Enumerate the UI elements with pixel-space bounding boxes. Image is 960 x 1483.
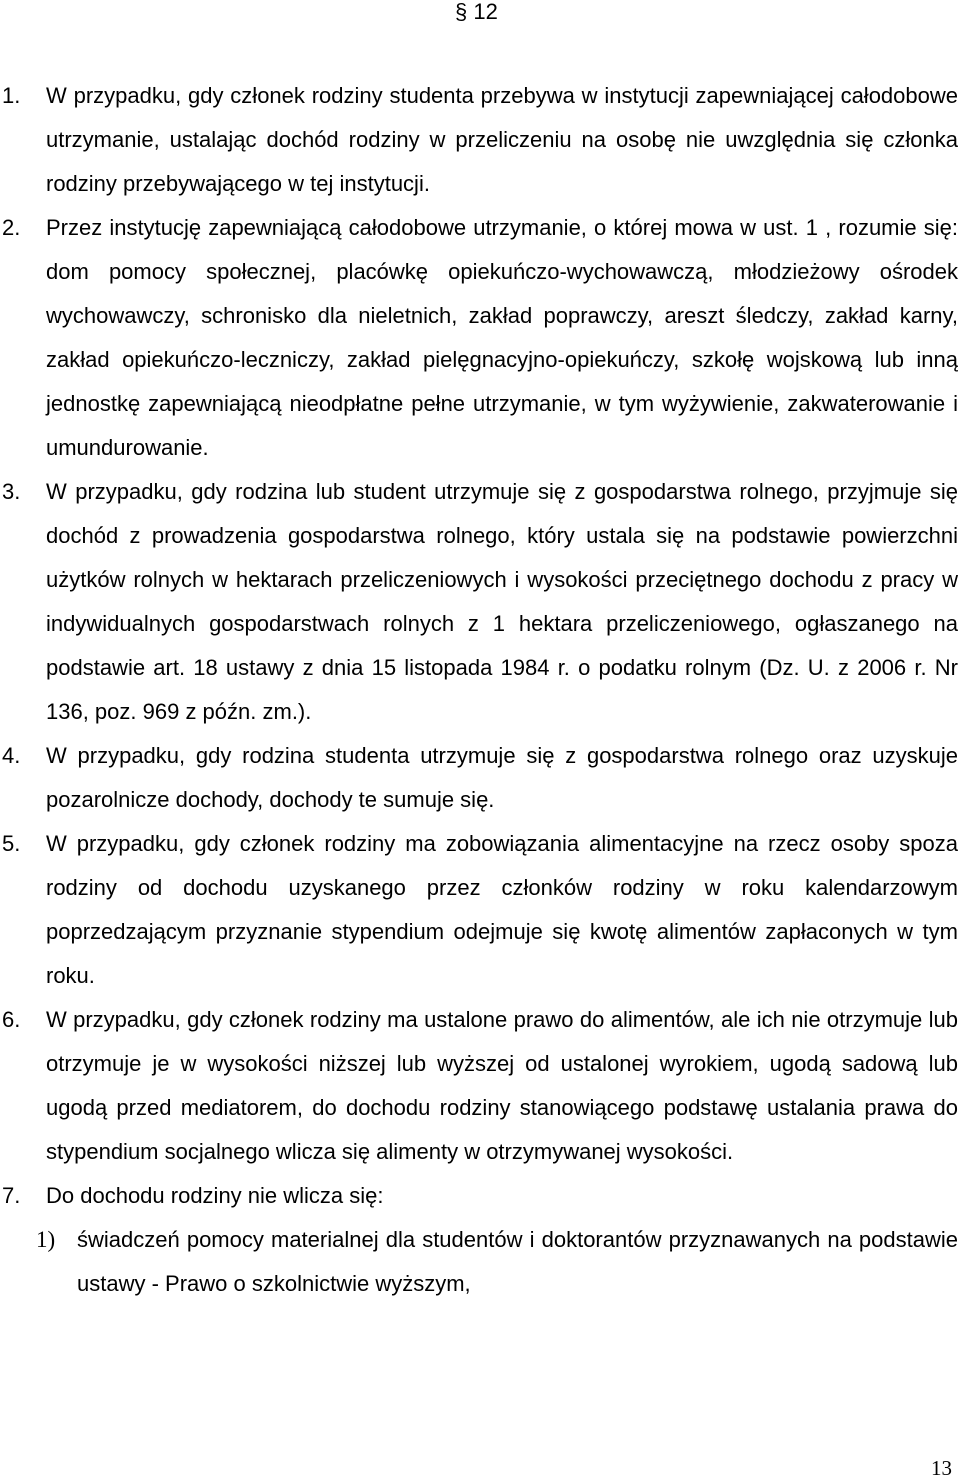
paragraph-number: 4. xyxy=(2,743,21,768)
page-number: 13 xyxy=(931,1456,952,1480)
paragraph-number: 7. xyxy=(2,1183,21,1208)
paragraph-7 xyxy=(0,1174,958,1218)
paragraph-number: 1. xyxy=(2,83,21,108)
paragraph-text: Przez instytucję zapewniającą całodobowe utrzymanie, o której mowa w ust. 1 , rozumie się: dom pomocy społecznej, placówkę opiekuńczo-wychowawczą, młodzieżowy ośrodek wychowawczy, schronisko dla nieletnich, zakład poprawczy, areszt śledczy, zakład karny, zakład opiekuńczo-leczniczy, zakład pielęgnacyjno-opiekuńczy, szkołę wojskową lub inną jednostkę zapewniającą nieodpłatne pełne utrzymanie, w tym wyżywienie, zakwaterowanie i umundurowanie. xyxy=(46,215,958,460)
section-heading: § 12 xyxy=(455,0,498,24)
paragraph-number: 3. xyxy=(2,479,21,504)
paragraph-4 xyxy=(0,734,958,822)
paragraph-5 xyxy=(0,822,958,998)
paragraph-1 xyxy=(0,74,958,206)
subparagraph-1 xyxy=(0,1218,958,1306)
paragraph-text: W przypadku, gdy członek rodziny ma ustalone prawo do alimentów, ale ich nie otrzymuje lub otrzymuje je w wysokości niższej lub wyższej od ustalonej wyrokiem, ugodą sadową lub ugodą przed mediatorem, do dochodu rodziny stanowiącego podstawę ustalania prawa do stypendium socjalnego wlicza się alimenty w otrzymywanej wysokości. xyxy=(46,1007,958,1164)
paragraph-text: W przypadku, gdy członek rodziny ma zobowiązania alimentacyjne na rzecz osoby spoza rodziny od dochodu uzyskanego przez członków rodziny w roku kalendarzowym poprzedzającym przyznanie stypendium odejmuje się kwotę alimentów zapłaconych w tym roku. xyxy=(46,831,958,988)
paragraph-text: W przypadku, gdy rodzina studenta utrzymuje się z gospodarstwa rolnego oraz uzyskuje pozarolnicze dochody, dochody te sumuje się. xyxy=(46,743,958,812)
paragraph-6 xyxy=(0,998,958,1174)
paragraph-number: 2. xyxy=(2,215,21,240)
subparagraph-text: świadczeń pomocy materialnej dla studentów i doktorantów przyznawanych na podstawie ustawy - Prawo o szkolnictwie wyższym, xyxy=(77,1227,958,1296)
paragraph-text: Do dochodu rodziny nie wlicza się: xyxy=(46,1183,384,1208)
paragraph-3 xyxy=(0,470,958,734)
paragraph-text: W przypadku, gdy rodzina lub student utrzymuje się z gospodarstwa rolnego, przyjmuje się dochód z prowadzenia gospodarstwa rolnego, który ustala się na podstawie powierzchni użytków rolnych w hektarach przeliczeniowych i wysokości przeciętnego dochodu z pracy w indywidualnych gospodarstwach rolnych z 1 hektara przeliczeniowego, ogłaszanego na podstawie art. 18 ustawy z dnia 15 listopada 1984 r. o podatku rolnym (Dz. U. z 2006 r. Nr 136, poz. 969 z późn. zm.). xyxy=(46,479,958,724)
paragraph-text: W przypadku, gdy członek rodziny studenta przebywa w instytucji zapewniającej całodobowe utrzymanie, ustalając dochód rodziny w przeliczeniu na osobę nie uwzględnia się członka rodziny przebywającego w tej instytucji. xyxy=(46,83,958,196)
paragraph-2 xyxy=(0,206,958,470)
paragraph-number: 6. xyxy=(2,1007,21,1032)
subparagraph-number: 1) xyxy=(36,1227,56,1252)
document-body xyxy=(0,74,958,1306)
paragraph-number: 5. xyxy=(2,831,21,856)
